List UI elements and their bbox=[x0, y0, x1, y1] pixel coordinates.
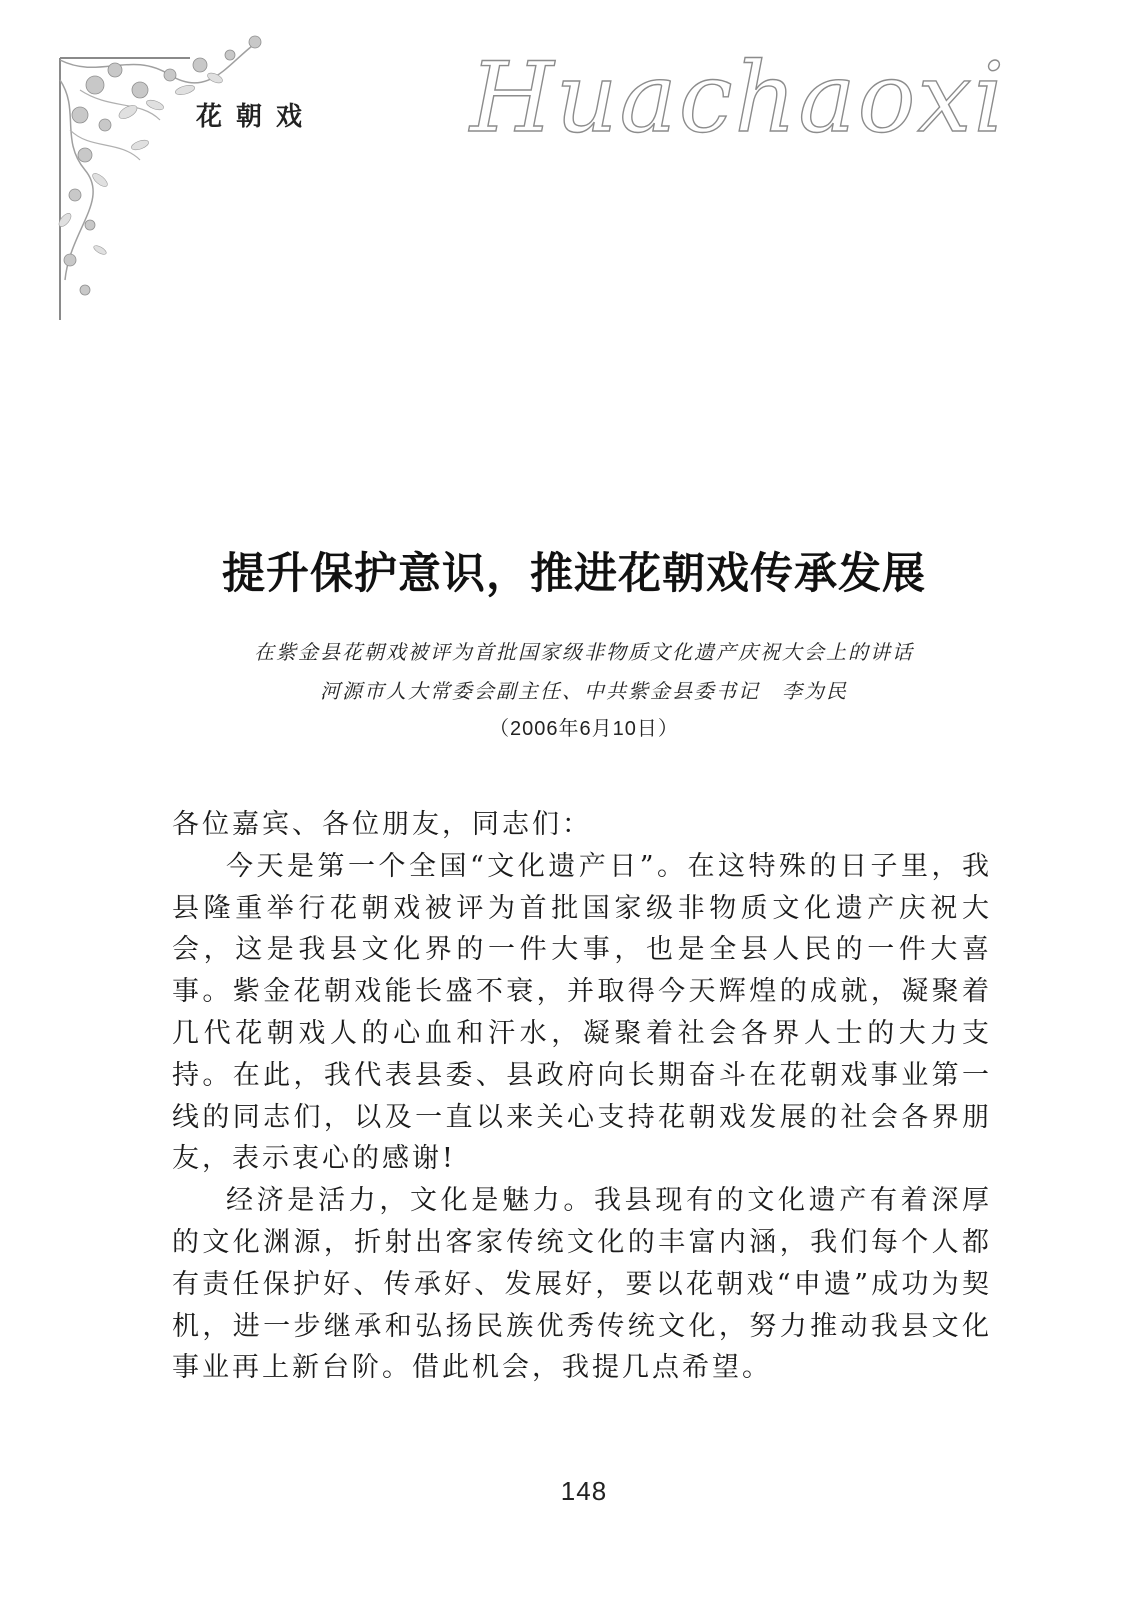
page-number: 148 bbox=[560, 1476, 608, 1506]
article-title: 提升保护意识，推进花朝戏传承发展 bbox=[222, 549, 926, 599]
script-title: Huachaoxi bbox=[470, 42, 1007, 154]
section-label: 花朝戏 bbox=[196, 102, 317, 132]
paragraph: 今天是第一个全国“文化遗产日”。在这特殊的日子里，我县隆重举行花朝戏被评为首批国家级非物质文化遗产庆祝大会，这是我县文化界的一件大事，也是全县人民的一件大喜事。紫金花朝戏能长盛不衰，并取得今天辉煌的成就，凝聚着几代花朝戏人的心血和汗水，凝聚着社会各界人士的大力支持。在此，我代表县委、县政府向长期奋斗在花朝戏事业第一线的同志们，以及一直以来关心支持花朝戏发展的社会各界朋友，表示衷心的感谢! bbox=[172, 850, 992, 1175]
subtitle-date: （2006年6月10日） bbox=[489, 718, 679, 740]
subtitle-occasion: 在紫金县花朝戏被评为首批国家级非物质文化遗产庆祝大会上的讲话 bbox=[254, 640, 914, 664]
article-body bbox=[172, 804, 992, 1389]
paragraph: 经济是活力，文化是魅力。我县现有的文化遗产有着深厚的文化渊源，折射出客家传统文化的丰富内涵，我们每个人都有责任保护好、传承好、发展好，要以花朝戏“申遗”成功为契机，进一步继承和弘扬民族优秀传统文化，努力推动我县文化事业再上新台阶。借此机会，我提几点希望。 bbox=[172, 1185, 992, 1384]
floral-ornament-icon bbox=[40, 20, 290, 330]
salutation: 各位嘉宾、各位朋友，同志们： bbox=[172, 809, 592, 840]
subtitle-speaker: 河源市人大常委会副主任、中共紫金县委书记 李为民 bbox=[320, 679, 848, 703]
